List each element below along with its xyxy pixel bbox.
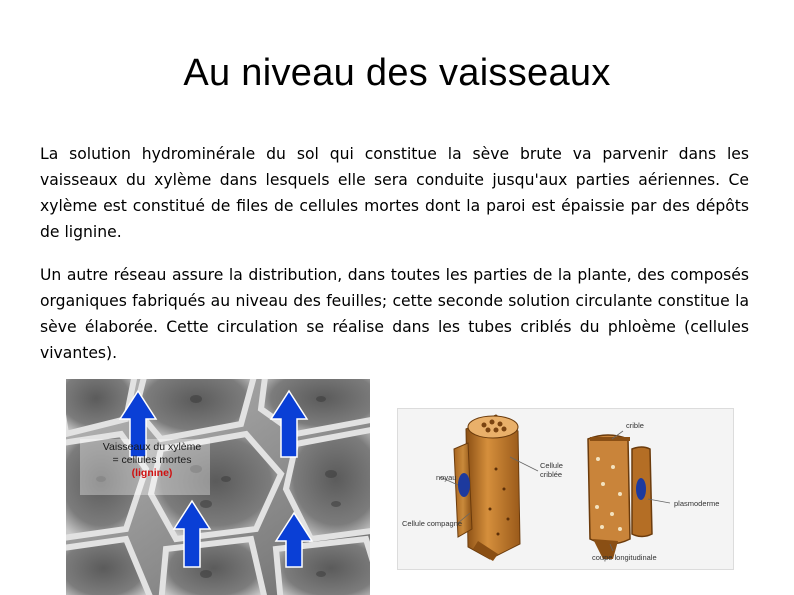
phloem-diagram-drawing <box>398 409 734 570</box>
paragraph-phloem: Un autre réseau assure la distribution, dans toutes les parties de la plante, des composés organiques fabriqués au niveau des feuilles; cette seconde solution circulante constitue la sève élaborée. Cette circulation se réalise dans les tubes criblés du phloème (cellules vivantes). <box>40 266 749 362</box>
xylem-label-line2: = cellules mortes <box>112 454 192 466</box>
label-cellule-compagne: Cellule compagne <box>402 519 463 528</box>
xylem-label-line1: Vaisseaux du xylème <box>102 441 202 453</box>
nucleus-left <box>458 473 470 497</box>
paragraph-xylem: La solution hydrominérale du sol qui constitue la sève brute va parvenir dans les vaisseaux du xylème dans lesquels elle sera conduite jusqu'aux parties aériennes. Ce xylème est constitué de files de cellules mortes dont la paroi est épaissie par des dépôts de lignine. <box>40 145 749 241</box>
slide-title: Au niveau des vaisseaux <box>183 52 611 94</box>
nucleus-right <box>636 478 646 500</box>
xylem-micrograph-drawing <box>66 379 370 595</box>
sieve-cell-3d <box>454 415 520 561</box>
xylem-label-line3: (lignine) <box>131 467 173 479</box>
label-noyau: noyau <box>436 473 457 482</box>
label-plasmoderme: plasmoderme <box>674 499 720 508</box>
phloem-diagram <box>397 408 734 570</box>
xylem-micrograph <box>66 379 370 595</box>
label-coupe: coupe longitudinale <box>592 553 657 562</box>
label-criblee: criblée <box>540 470 563 479</box>
label-crible: crible <box>626 421 644 430</box>
label-cellule: Cellule <box>540 461 563 470</box>
sieve-cell-section <box>588 435 652 559</box>
